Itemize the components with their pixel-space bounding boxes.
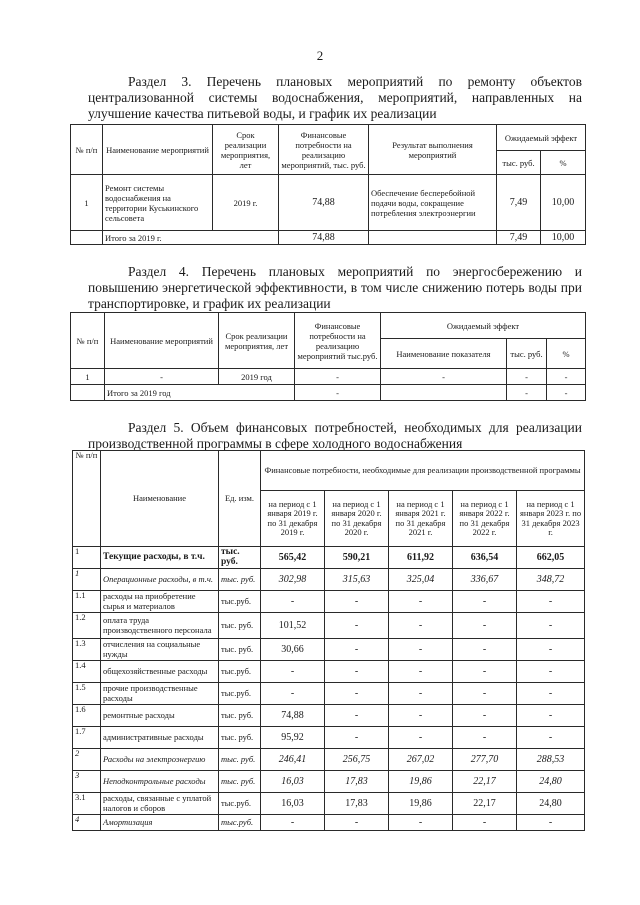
- s5-row-value: -: [325, 591, 389, 613]
- section4-title: [88, 264, 582, 312]
- s5-row-name: Расходы на электроэнергию: [101, 749, 219, 771]
- s5-row-num: 2: [73, 749, 101, 771]
- table-row: [73, 639, 585, 661]
- table-row: [73, 591, 585, 613]
- table-row: [73, 727, 585, 749]
- s5-row-num: 3: [73, 771, 101, 793]
- s5-row-value: 565,42: [261, 547, 325, 569]
- s5-row-value: -: [389, 613, 453, 639]
- s5-row-unit: тыс.руб.: [219, 661, 261, 683]
- s5-header-period-2019: на период с 1 января 2019 г. по 31 декабря 2019 г.: [261, 491, 325, 547]
- s5-row-num: 3.1: [73, 793, 101, 815]
- table-row: [73, 705, 585, 727]
- s3-header-effect-pct: %: [541, 151, 586, 175]
- s5-row-unit: тыс. руб.: [219, 569, 261, 591]
- s5-row-value: -: [453, 639, 517, 661]
- table-row: [71, 175, 586, 231]
- s3-row-num: 1: [71, 175, 103, 231]
- s5-row-value: -: [389, 639, 453, 661]
- s5-row-value: -: [389, 591, 453, 613]
- s5-row-value: 267,02: [389, 749, 453, 771]
- s3-total-effect-rub: 7,49: [497, 231, 541, 245]
- s5-row-unit: тыс.руб.: [219, 815, 261, 831]
- s4-header-indicator: Наименование показателя: [381, 339, 507, 369]
- s3-row-name: Ремонт системы водоснабжения на территории Куськинского сельсовета: [103, 175, 213, 231]
- s3-header-result: Результат выполнения мероприятий: [369, 125, 497, 175]
- s3-total-effect-pct: 10,00: [541, 231, 586, 245]
- s5-header-period-2020: на период с 1 января 2020 г. по 31 декабря 2020 г.: [325, 491, 389, 547]
- s5-row-unit: тыс. руб.: [219, 547, 261, 569]
- s5-row-value: -: [389, 661, 453, 683]
- s5-body: [73, 547, 585, 831]
- table-row: [73, 749, 585, 771]
- s5-row-value: -: [517, 639, 585, 661]
- s5-row-value: 24,80: [517, 793, 585, 815]
- s4-total-effect-rub: -: [507, 385, 547, 401]
- s5-row-value: -: [325, 683, 389, 705]
- s5-row-unit: тыс. руб.: [219, 727, 261, 749]
- table-row: [73, 771, 585, 793]
- s3-row-term: 2019 г.: [213, 175, 279, 231]
- s5-row-value: -: [453, 661, 517, 683]
- s5-row-value: -: [517, 683, 585, 705]
- s5-row-value: 288,53: [517, 749, 585, 771]
- s5-row-name: расходы, связанные с уплатой налогов и сборов: [101, 793, 219, 815]
- s5-row-value: -: [517, 727, 585, 749]
- s5-row-value: 315,63: [325, 569, 389, 591]
- table-row: [73, 547, 585, 569]
- s3-header-num: № п/п: [71, 125, 103, 175]
- table-row: [73, 793, 585, 815]
- s5-row-value: -: [517, 591, 585, 613]
- s5-row-num: 4: [73, 815, 101, 831]
- s5-row-num: 1.6: [73, 705, 101, 727]
- s5-row-value: -: [325, 613, 389, 639]
- s5-row-value: 30,66: [261, 639, 325, 661]
- s5-row-num: 1: [73, 547, 101, 569]
- s5-row-value: 17,83: [325, 771, 389, 793]
- table-row: [73, 815, 585, 831]
- s5-row-value: -: [453, 591, 517, 613]
- s5-row-value: -: [453, 683, 517, 705]
- s5-row-unit: тыс. руб.: [219, 705, 261, 727]
- s5-row-name: ремонтные расходы: [101, 705, 219, 727]
- s3-header-term: Срок реализации мероприятия, лет: [213, 125, 279, 175]
- s4-header-num: № п/п: [71, 313, 105, 369]
- s4-row-indicator: -: [381, 369, 507, 385]
- s5-row-value: 348,72: [517, 569, 585, 591]
- s3-header-effect-rub: тыс. руб.: [497, 151, 541, 175]
- s5-row-value: 256,75: [325, 749, 389, 771]
- s5-row-value: 101,52: [261, 613, 325, 639]
- s5-row-value: -: [517, 661, 585, 683]
- s5-row-value: -: [453, 705, 517, 727]
- s3-header-name: Наименование мероприятий: [103, 125, 213, 175]
- s5-header-unit: Ед. изм.: [219, 451, 261, 547]
- s5-row-value: -: [261, 683, 325, 705]
- s5-row-num: 1.3: [73, 639, 101, 661]
- s5-row-value: -: [261, 661, 325, 683]
- s4-row-finance: -: [295, 369, 381, 385]
- s5-row-num: 1.7: [73, 727, 101, 749]
- s5-row-value: 19,86: [389, 771, 453, 793]
- s5-row-value: -: [389, 683, 453, 705]
- table-row: [73, 683, 585, 705]
- s3-row-result: Обеспечение бесперебойной подачи воды, сокращение потребления электроэнергии: [369, 175, 497, 231]
- s5-row-value: 16,03: [261, 793, 325, 815]
- s5-row-unit: тыс.руб.: [219, 793, 261, 815]
- s5-row-num: 1.5: [73, 683, 101, 705]
- s5-row-value: -: [453, 613, 517, 639]
- s5-header-period-2022: на период с 1 января 2022 г. по 31 декабря 2022 г.: [453, 491, 517, 547]
- s5-row-value: -: [325, 661, 389, 683]
- s4-header-effect-pct: %: [547, 339, 586, 369]
- section3-title-text: Раздел 3. Перечень плановых мероприятий по ремонту объектов централизованной системы водоснабжения, мероприятий, направленных на улучшение качества питьевой воды, и график их реализации: [88, 74, 582, 121]
- s5-row-value: 325,04: [389, 569, 453, 591]
- s5-row-value: -: [453, 815, 517, 831]
- s4-row-effect-rub: -: [507, 369, 547, 385]
- s4-row-effect-pct: -: [547, 369, 586, 385]
- s5-row-num: 1.4: [73, 661, 101, 683]
- s4-total-finance: -: [295, 385, 381, 401]
- s5-row-value: -: [325, 815, 389, 831]
- s5-row-value: -: [389, 705, 453, 727]
- s5-row-value: 22,17: [453, 771, 517, 793]
- s5-row-name: административные расходы: [101, 727, 219, 749]
- s5-row-value: -: [517, 613, 585, 639]
- s5-row-value: -: [453, 727, 517, 749]
- s5-row-value: -: [325, 705, 389, 727]
- s5-header-period-2023: на период с 1 января 2023 г. по 31 декабря 2023 г.: [517, 491, 585, 547]
- s5-row-value: -: [261, 591, 325, 613]
- section3-title: [88, 74, 582, 122]
- s5-header-period-2021: на период с 1 января 2021 г. по 31 декабря 2021 г.: [389, 491, 453, 547]
- s5-row-unit: тыс.руб.: [219, 683, 261, 705]
- s3-row-effect-pct: 10,00: [541, 175, 586, 231]
- s5-row-value: -: [389, 727, 453, 749]
- s5-row-value: -: [517, 705, 585, 727]
- s5-row-value: 336,67: [453, 569, 517, 591]
- s5-row-name: прочие производственные расходы: [101, 683, 219, 705]
- section4-title-text: Раздел 4. Перечень плановых мероприятий по энергосбережению и повышению энергетической эффективности, в том числе снижению потерь воды при транспортировке, и график их реализации: [88, 264, 582, 311]
- s5-row-unit: тыс. руб.: [219, 771, 261, 793]
- s5-row-value: -: [389, 815, 453, 831]
- s3-row-finance: 74,88: [279, 175, 369, 231]
- s5-row-value: 590,21: [325, 547, 389, 569]
- s5-row-value: 611,92: [389, 547, 453, 569]
- s5-row-name: Операционные расходы, в т.ч.: [101, 569, 219, 591]
- s5-row-num: 1.2: [73, 613, 101, 639]
- s5-row-value: 74,88: [261, 705, 325, 727]
- s5-header-group: Финансовые потребности, необходимые для реализации производственной программы: [261, 451, 585, 491]
- s3-row-effect-rub: 7,49: [497, 175, 541, 231]
- s4-total-label: Итого за 2019 год: [105, 385, 295, 401]
- s5-row-value: 636,54: [453, 547, 517, 569]
- section3-table: [70, 124, 586, 245]
- s5-row-value: 277,70: [453, 749, 517, 771]
- page-number: 2: [316, 48, 324, 63]
- s4-header-name: Наименование мероприятий: [105, 313, 219, 369]
- s5-row-value: -: [517, 815, 585, 831]
- s5-row-name: отчисления на социальные нужды: [101, 639, 219, 661]
- s5-row-value: 19,86: [389, 793, 453, 815]
- s4-row-num: 1: [71, 369, 105, 385]
- s4-total-effect-pct: -: [547, 385, 586, 401]
- s5-row-value: 246,41: [261, 749, 325, 771]
- table-row: [71, 369, 586, 385]
- table-row: [71, 231, 586, 245]
- s5-row-value: 16,03: [261, 771, 325, 793]
- table-row: [71, 385, 586, 401]
- s3-total-finance: 74,88: [279, 231, 369, 245]
- s5-row-value: 24,80: [517, 771, 585, 793]
- s3-header-effect: Ожидаемый эффект: [497, 125, 586, 151]
- s5-row-value: -: [261, 815, 325, 831]
- s4-row-term: 2019 год: [219, 369, 295, 385]
- s5-header-num: № п/п: [73, 451, 101, 547]
- s5-row-name: оплата труда производственного персонала: [101, 613, 219, 639]
- s5-row-unit: тыс. руб.: [219, 613, 261, 639]
- s5-row-value: 95,92: [261, 727, 325, 749]
- s5-row-unit: тыс. руб.: [219, 639, 261, 661]
- s5-row-name: Амортизация: [101, 815, 219, 831]
- section5-title: [88, 420, 582, 452]
- s5-row-name: Неподконтрольные расходы: [101, 771, 219, 793]
- s3-header-finance: Финансовые потребности на реализацию мероприятий, тыс. руб.: [279, 125, 369, 175]
- s5-row-num: 1.1: [73, 591, 101, 613]
- s5-row-unit: тыс. руб.: [219, 749, 261, 771]
- table-row: [73, 613, 585, 639]
- s5-row-name: расходы на приобретение сырья и материалов: [101, 591, 219, 613]
- section5-title-text: Раздел 5. Объем финансовых потребностей, необходимых для реализации производственной программы в сфере холодного водоснабжения: [88, 420, 582, 451]
- s5-row-value: 302,98: [261, 569, 325, 591]
- s5-row-value: 22,17: [453, 793, 517, 815]
- s4-header-finance: Финансовые потребности на реализацию мероприятий тыс.руб.: [295, 313, 381, 369]
- s3-total-label: Итого за 2019 г.: [103, 231, 279, 245]
- s4-row-name: -: [105, 369, 219, 385]
- s5-row-name: Текущие расходы, в т.ч.: [101, 547, 219, 569]
- section5-table: [72, 450, 585, 831]
- s5-row-value: -: [325, 639, 389, 661]
- s5-row-value: 17,83: [325, 793, 389, 815]
- s4-header-effect: Ожидаемый эффект: [381, 313, 586, 339]
- s5-header-name: Наименование: [101, 451, 219, 547]
- s5-row-value: 662,05: [517, 547, 585, 569]
- s4-header-term: Срок реализации мероприятия, лет: [219, 313, 295, 369]
- s5-row-unit: тыс.руб.: [219, 591, 261, 613]
- s5-row-value: -: [325, 727, 389, 749]
- section4-table: [70, 312, 586, 401]
- s4-header-effect-rub: тыс. руб.: [507, 339, 547, 369]
- s5-row-name: общехозяйственные расходы: [101, 661, 219, 683]
- table-row: [73, 661, 585, 683]
- s5-row-num: 1: [73, 569, 101, 591]
- table-row: [73, 569, 585, 591]
